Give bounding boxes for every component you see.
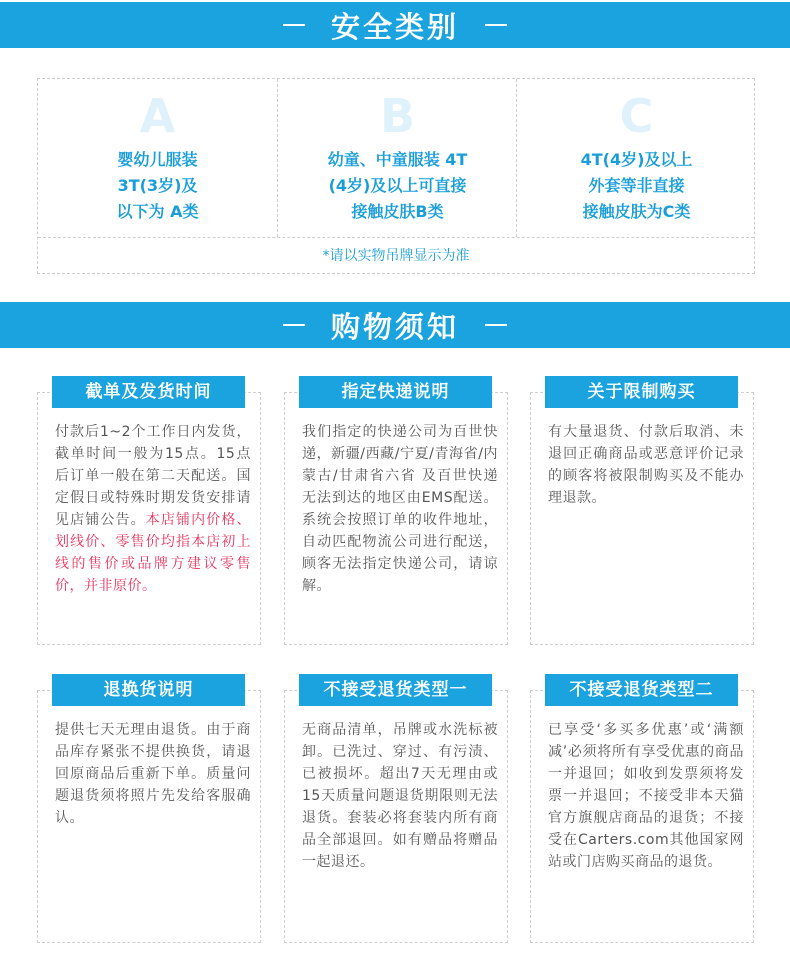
card-text: 提供七天无理由退货。由于商品库存紧张不提供换货，请退回原商品后重新下单。质量问题退货须将照片先发给客服确认。 <box>55 722 251 826</box>
safety-category-banner <box>0 2 790 48</box>
safety-category-box <box>37 78 755 274</box>
card-title: 指定快递说明 <box>299 376 492 408</box>
card-title: 退换货说明 <box>52 674 245 706</box>
shopping-notice-banner <box>0 302 790 348</box>
card-body <box>548 719 744 873</box>
category-letter: C <box>619 89 654 143</box>
card-text: 已享受‘多买多优惠’或‘满额减’必须将所有享受优惠的商品一并退回；如收到发票须将发票一并退回；不接受非本天猫官方旗舰店商品的退货；不接受在Carters.com其他国家网站或门店购买商品的退货。 <box>548 722 744 870</box>
banner-dash-left <box>283 324 305 326</box>
card-body <box>302 421 498 597</box>
category-letter: A <box>139 89 176 143</box>
card-body <box>55 421 251 597</box>
banner-dash-right <box>485 324 507 326</box>
section-title: 购物须知 <box>330 309 459 344</box>
card-courier-info <box>284 382 508 645</box>
card-return-exchange <box>37 680 261 943</box>
category-c <box>516 79 756 237</box>
category-letter: B <box>379 89 416 143</box>
section-title: 安全类别 <box>330 9 459 44</box>
card-text: 有大量退货、付款后取消、未退回正确商品或恶意评价记录的顾客将被限制购买及不能办理退款。 <box>548 424 744 506</box>
card-text: 无商品清单，吊牌或水洗标被卸。已洗过、穿过、有污渍、已被损坏。超出7天无理由或15天质量问题退货期限则无法退货。套装必将套装内所有商品全部退回。如有赠品将赠品一起退还。 <box>302 722 498 870</box>
card-text: 付款后1~2个工作日内发货，截单时间一般为15点。15点后订单一般在第二天配送。国定假日或特殊时期发货安排请见店铺公告。 <box>55 424 251 528</box>
card-purchase-limit <box>530 382 754 645</box>
card-title: 不接受退货类型一 <box>299 674 492 706</box>
card-body <box>55 719 251 829</box>
card-body <box>548 421 744 509</box>
card-title: 截单及发货时间 <box>52 376 245 408</box>
card-no-return-type-1 <box>284 680 508 943</box>
card-title: 关于限制购买 <box>545 376 738 408</box>
category-description: 婴幼儿服装 3T(3岁)及 以下为 A类 <box>116 150 199 221</box>
card-text: 我们指定的快递公司为百世快递，新疆/西藏/宁夏/青海省/内蒙古/甘肃省六省 及百世快递无法到达的地区由EMS配送。系统会按照订单的收件地址，自动匹配物流公司进行配送，顾客无法指定快递公司，请谅解。 <box>302 424 498 594</box>
category-a <box>38 79 277 237</box>
banner-dash-left <box>283 24 305 26</box>
card-cutoff-shipping <box>37 382 261 645</box>
card-title: 不接受退货类型二 <box>545 674 738 706</box>
category-b <box>277 79 517 237</box>
category-description: 4T(4岁)及以上 外套等非直接 接触皮肤为C类 <box>580 150 693 221</box>
price-notice-text: 本店铺内价格、划线价、零售价均指本店初上线的售价或品牌方建议零售价，并非原价。 <box>55 512 251 594</box>
category-description: 幼童、中童服装 4T (4岁)及以上可直接 接触皮肤B类 <box>327 150 468 221</box>
card-body <box>302 719 498 873</box>
card-no-return-type-2 <box>530 680 754 943</box>
safety-note: *请以实物吊牌显示为准 <box>38 237 754 274</box>
banner-dash-right <box>485 24 507 26</box>
